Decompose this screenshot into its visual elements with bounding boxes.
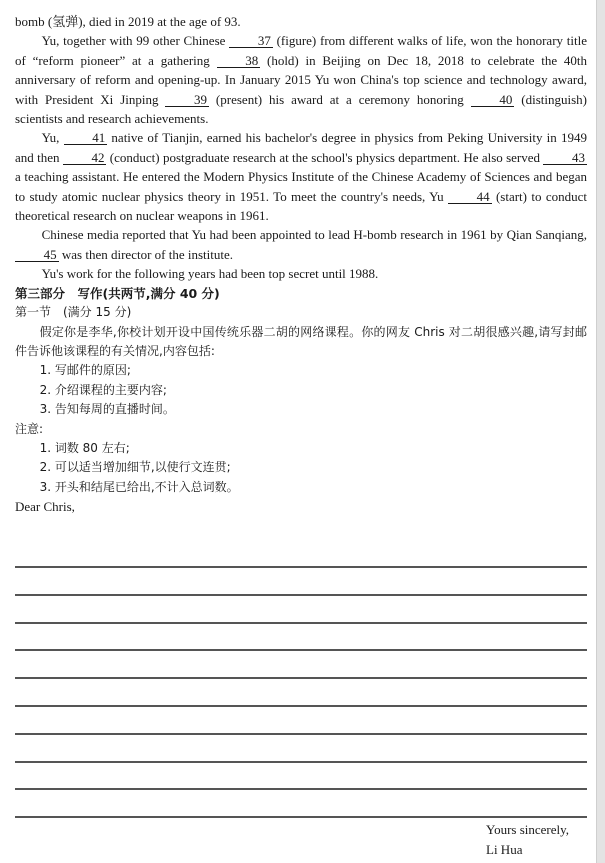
note-item: 3. 开头和结尾已给出,不计入总词数。 — [39, 479, 239, 494]
blank-45[interactable]: 45 — [15, 248, 59, 262]
passage-paragraph-2 — [15, 128, 587, 225]
text: (figure) from different walks of life, won the honorary title of “reform pioneer” at a gathering — [15, 33, 587, 68]
answer-line[interactable] — [15, 705, 587, 707]
answer-line[interactable] — [15, 594, 587, 596]
text: was then director of the institute. — [58, 246, 234, 262]
text: (present) his award at a ceremony honoring — [209, 91, 471, 107]
requirement-item: 3. 告知每周的直播时间。 — [39, 402, 175, 417]
answer-line[interactable] — [15, 733, 587, 735]
note-item: 2. 可以适当增加细节,以使行文连贯; — [39, 460, 231, 475]
text: Yu, together with 99 other Chinese — [41, 33, 230, 49]
part-title: 第三部分 写作(共两节,满分 40 分) — [15, 285, 220, 301]
blank-41[interactable]: 41 — [64, 131, 108, 145]
page-edge-scrollbar[interactable] — [596, 0, 605, 863]
text: (hold) in Beijing on Dec 18, 2018 to celebrate the 40th anniversary of reform and opening-up. In January 2015 Yu won China's top science and technology award, with President Xi Jinping — [15, 52, 587, 107]
blank-40[interactable]: 40 — [471, 93, 515, 107]
passage-paragraph-4: Yu's work for the following years had been top secret until 1988. — [41, 266, 379, 282]
blank-42[interactable]: 42 — [63, 151, 107, 165]
blank-44[interactable]: 44 — [448, 190, 492, 204]
page-content — [15, 12, 587, 517]
passage-paragraph-1 — [15, 31, 587, 128]
salutation: Dear Chris, — [15, 499, 75, 515]
text: (start) to conduct theoretical research on nuclear weapons in 1961. — [15, 188, 587, 224]
text: Chinese media reported that Yu had been appointed to lead H-bomb research in 1961 by Qian Sanqiang, — [41, 227, 587, 243]
notes-list — [15, 439, 587, 497]
answer-line[interactable] — [15, 677, 587, 679]
signature: Li Hua — [486, 842, 523, 857]
requirement-item: 2. 介绍课程的主要内容; — [39, 382, 167, 397]
answer-line[interactable] — [15, 761, 587, 763]
section-title: 第一节 (满分 15 分) — [15, 305, 132, 320]
passage-paragraph-3 — [15, 225, 587, 264]
answer-line[interactable] — [15, 566, 587, 568]
note-item: 1. 词数 80 左右; — [39, 440, 130, 455]
notes-label: 注意: — [15, 421, 44, 436]
text: native of Tianjin, earned his bachelor's degree in physics from Peking University in 1949 and then — [15, 130, 587, 165]
blank-38[interactable]: 38 — [217, 54, 261, 68]
blank-43[interactable]: 43 — [543, 151, 587, 165]
text: (distinguish) scientists and research achievements. — [15, 91, 587, 127]
text: Yu, — [41, 130, 64, 146]
blank-37[interactable]: 37 — [229, 34, 273, 48]
text: (conduct) postgraduate research at the school's physics department. He also served — [106, 149, 544, 165]
answer-lines[interactable] — [15, 566, 587, 844]
writing-prompt: 假定你是李华,你校计划开设中国传统乐器二胡的网络课程。你的网友 Chris 对二胡很感兴趣,请写封邮件告诉他该课程的有关情况,内容包括: — [15, 324, 587, 358]
blank-39[interactable]: 39 — [165, 93, 209, 107]
letter-closing — [486, 820, 569, 860]
answer-line[interactable] — [15, 816, 587, 818]
answer-line[interactable] — [15, 622, 587, 624]
closing-phrase: Yours sincerely, — [486, 822, 570, 837]
passage-continuation-line: bomb (氢弹), died in 2019 at the age of 93. — [15, 14, 241, 29]
content-requirements-list — [15, 361, 587, 419]
answer-line[interactable] — [15, 788, 587, 790]
answer-line[interactable] — [15, 649, 587, 651]
requirement-item: 1. 写邮件的原因; — [39, 363, 131, 378]
text: a teaching assistant. He entered the Modern Physics Institute of the Chinese Academy of Sciences and began to study atomic nuclear physics theory in 1951. To meet the country's needs, Yu — [15, 169, 587, 204]
